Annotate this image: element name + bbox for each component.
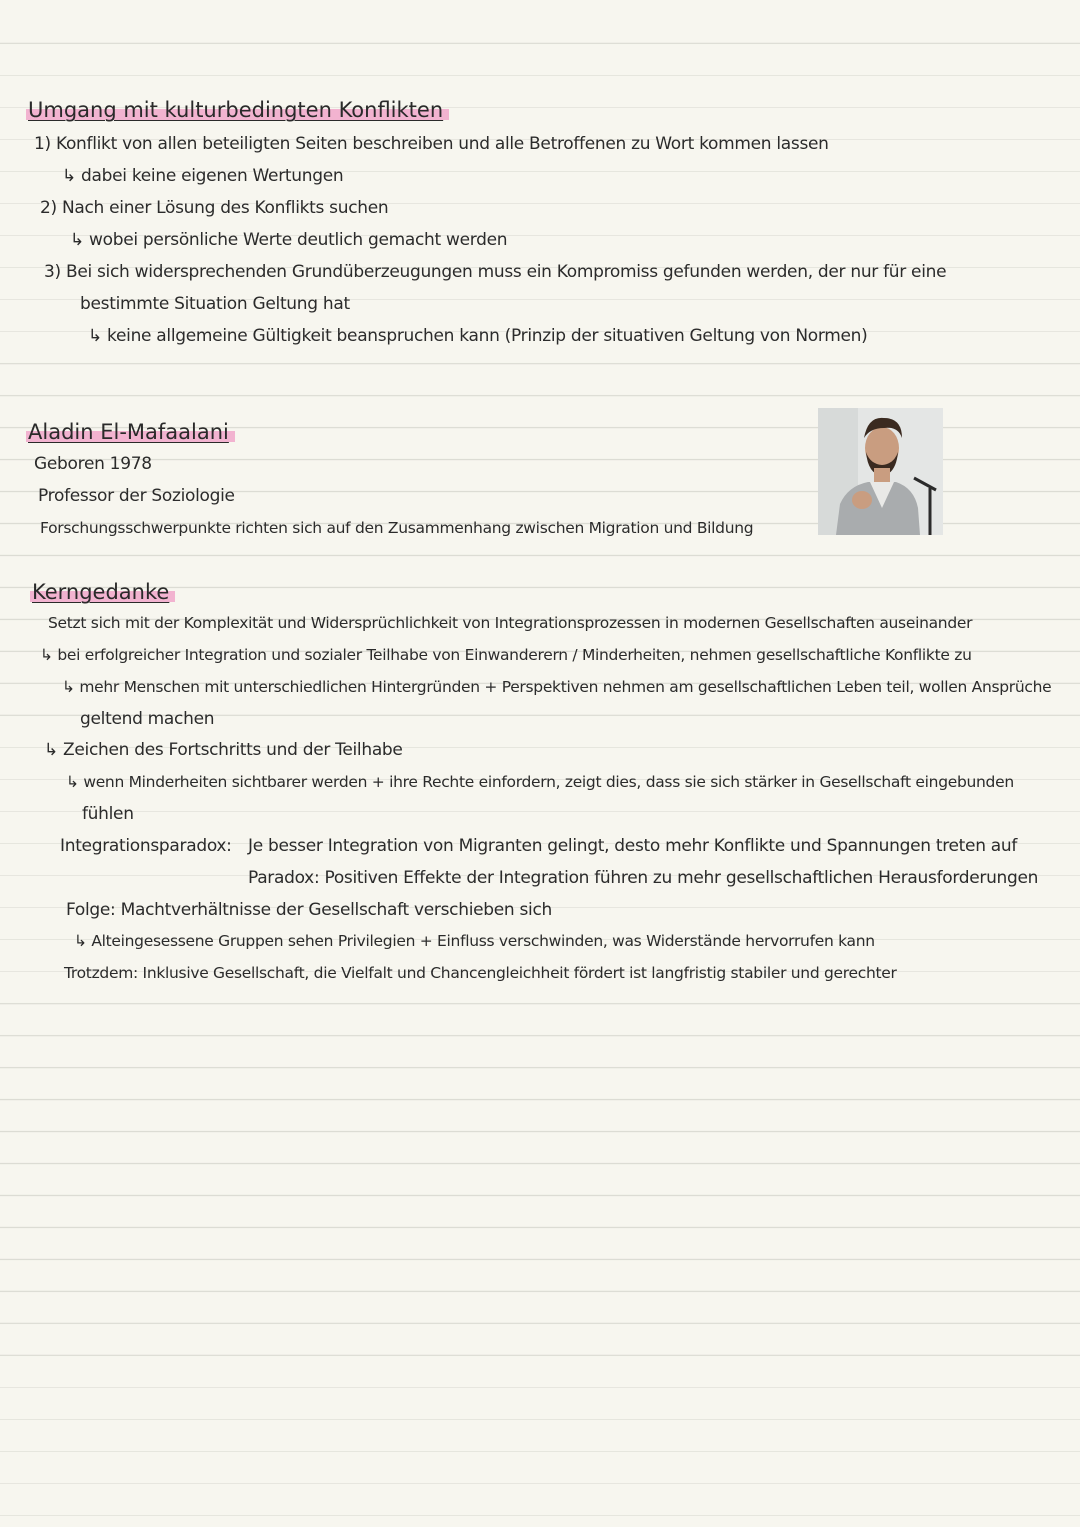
- person-research: Forschungsschwerpunkte richten sich auf den Zusammenhang zwischen Migration und Bildung: [40, 519, 754, 537]
- kern-line-1: Setzt sich mit der Komplexität und Widersprüchlichkeit von Integrationsprozessen in modernen Gesellschaften auseinander: [48, 614, 973, 632]
- heading-person: Aladin El-Mafaalani: [26, 420, 235, 444]
- kern-folge: Folge: Machtverhältnisse der Gesellschaft verschieben sich: [66, 900, 553, 920]
- person-profession: Professor der Soziologie: [38, 486, 235, 506]
- paradox-explanation: Paradox: Positiven Effekte der Integration führen zu mehr gesellschaftlichen Herausforderungen: [248, 868, 1039, 888]
- kern-line-4: ↳ Zeichen des Fortschritts und der Teilhabe: [44, 740, 403, 760]
- konflikte-step-2: 2) Nach einer Lösung des Konflikts suchen: [40, 198, 389, 218]
- heading-konflikte: Umgang mit kulturbedingten Konflikten: [26, 98, 449, 122]
- konflikte-step-2-note: ↳ wobei persönliche Werte deutlich gemacht werden: [70, 230, 508, 250]
- kern-line-5: ↳ wenn Minderheiten sichtbarer werden + ihre Rechte einfordern, zeigt dies, dass sie sich stärker in Gesellschaft eingebunden: [66, 773, 1014, 791]
- paradox-definition: Je besser Integration von Migranten gelingt, desto mehr Konflikte und Spannungen treten auf: [248, 836, 1018, 856]
- kern-line-2: ↳ bei erfolgreicher Integration und sozialer Teilhabe von Einwanderern / Minderheiten, nehmen gesellschaftliche Konflikte zu: [40, 646, 972, 664]
- paradox-label: Integrationsparadox:: [60, 836, 232, 856]
- kern-line-3-cont: geltend machen: [80, 709, 215, 729]
- konflikte-step-3: 3) Bei sich widersprechenden Grundüberzeugungen muss ein Kompromiss gefunden werden, der nur für eine: [44, 262, 947, 282]
- kern-line-3: ↳ mehr Menschen mit unterschiedlichen Hintergründen + Perspektiven nehmen am gesellschaftlichen Leben teil, wollen Ansprüche: [62, 678, 1052, 696]
- kern-trotzdem: Trotzdem: Inklusive Gesellschaft, die Vielfalt und Chancengleichheit fördert ist langfristig stabiler und gerechter: [64, 964, 897, 982]
- konflikte-step-1: 1) Konflikt von allen beteiligten Seiten beschreiben und alle Betroffenen zu Wort kommen lassen: [34, 134, 829, 154]
- kern-line-5-cont: fühlen: [82, 804, 134, 824]
- portrait-photo: [818, 408, 943, 535]
- konflikte-step-1-note: ↳ dabei keine eigenen Wertungen: [62, 166, 344, 186]
- person-birth: Geboren 1978: [34, 454, 152, 474]
- kern-folge-note: ↳ Alteingesessene Gruppen sehen Privilegien + Einfluss verschwinden, was Widerstände hervorrufen kann: [74, 932, 875, 950]
- konflikte-step-3-cont: bestimmte Situation Geltung hat: [80, 294, 350, 314]
- konflikte-step-3-note: ↳ keine allgemeine Gültigkeit beanspruchen kann (Prinzip der situativen Geltung von Normen): [88, 326, 868, 346]
- heading-kerngedanke: Kerngedanke: [30, 580, 175, 604]
